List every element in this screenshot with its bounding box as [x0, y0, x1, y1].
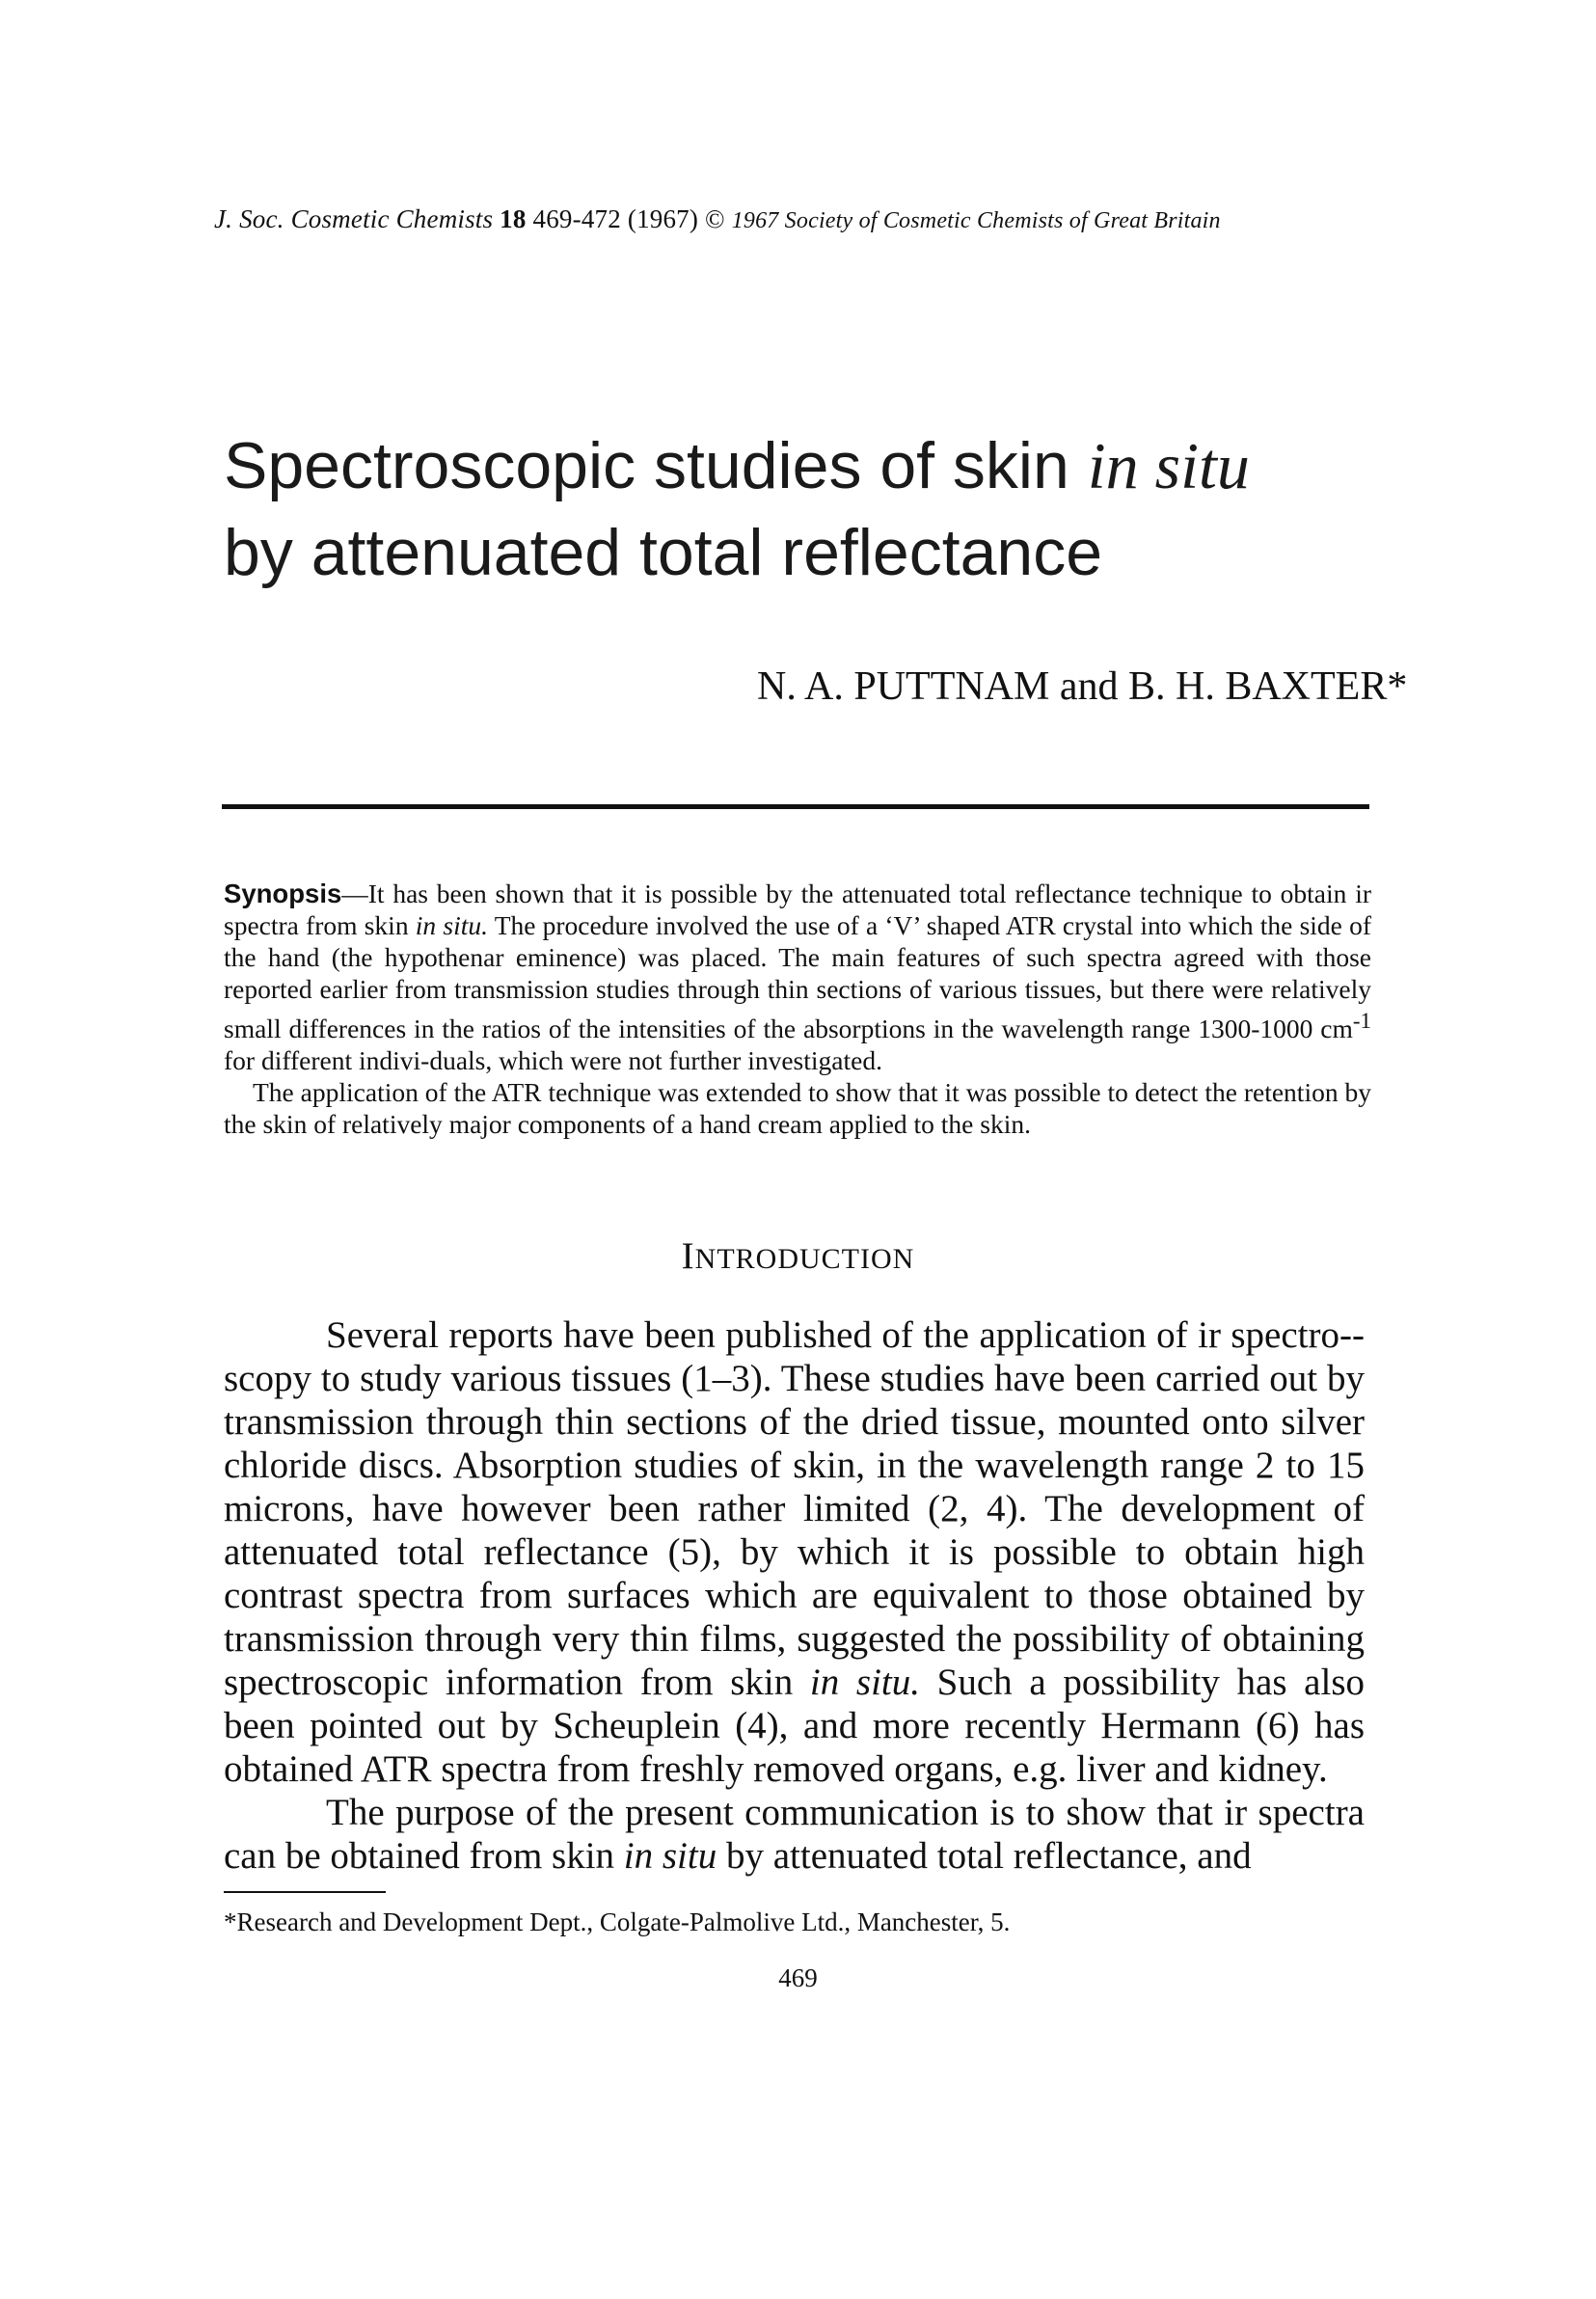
copyright-icon: ©	[705, 204, 725, 233]
synopsis	[224, 878, 1371, 1140]
copyright-text: 1967 Society of Cosmetic Chemists of Great Britain	[731, 208, 1221, 233]
synopsis-paragraph-1	[224, 878, 1371, 1076]
title-in-situ: in situ	[1087, 429, 1250, 502]
article-title	[224, 422, 1429, 596]
body-text-run: Such a possibility has also been pointed out by Scheuplein (4), and more recently Hermann (6) has obtained ATR spectra from freshly removed organs, e.g. liver and kidney.	[224, 1662, 1366, 1790]
authors: N. A. PUTTNAM and B. H. BAXTER*	[757, 664, 1408, 709]
synopsis-in-situ: in situ.	[415, 910, 488, 940]
page-number: 469	[778, 1963, 818, 1992]
journal-name: J. Soc. Cosmetic Chemists	[214, 204, 494, 233]
body-in-situ: in situ.	[809, 1662, 920, 1703]
body-paragraph-1	[224, 1313, 1365, 1791]
synopsis-text: for different indivi-duals, which were not further investigated.	[224, 1045, 882, 1076]
journal-header	[214, 204, 1400, 234]
heading-initial: I	[681, 1235, 695, 1277]
journal-pages-year: 469-472 (1967)	[532, 204, 699, 233]
synopsis-text: The procedure involved the use of a ‘V’ shaped ATR crystal into which the side of the hand (the hypothenar eminence) was placed. The main features of such spectra agreed with those reported earlier from transmission studies through thin sections of various tissues, but there were relatively small differences in the ratios of the intensities of the absorptions in the wavelength range 1300-1000 cm	[224, 910, 1371, 1044]
title-line2: by attenuated total reflectance	[224, 516, 1103, 589]
footnote-divider	[224, 1891, 386, 1893]
synopsis-paragraph-2: The application of the ATR technique was extended to show that it was possible to detect the retention by the skin of relatively major components of a hand cream applied to the skin.	[224, 1077, 1371, 1140]
body-text	[224, 1313, 1365, 1878]
body-text-run: Several reports have been published of the application of ir spectro-scopy to study various tissues (1–3). These studies have been carried out by transmission through thin sections of the dried tissue, mounted onto silver chloride discs. Absorption studies of skin, in the wavelength range 2 to 15 microns, have however been rather limited (2, 4). The development of attenuated total reflectance (5), by which it is possible to obtain high contrast spectra from surfaces which are equivalent to those obtained by transmission through very thin films, suggested the possibility of obtaining spectroscopic information from skin	[224, 1314, 1365, 1703]
title-line1: Spectroscopic studies of skin	[224, 429, 1069, 502]
heading-rest: NTRODUCTION	[694, 1243, 915, 1275]
body-paragraph-2	[224, 1791, 1365, 1878]
body-in-situ: in situ	[623, 1835, 717, 1877]
footnote: *Research and Development Dept., Colgate-Palmolive Ltd., Manchester, 5.	[224, 1907, 1011, 1936]
section-heading-introduction	[0, 1234, 1596, 1278]
synopsis-superscript: -1	[1352, 1009, 1371, 1033]
journal-volume: 18	[500, 204, 527, 233]
synopsis-text: —It has been shown that it is possible by the attenuated total reflectance technique to obtain ir spectra from skin	[224, 879, 1371, 940]
body-text-run: by attenuated total reflectance, and	[725, 1835, 1252, 1877]
title-divider	[222, 804, 1369, 809]
synopsis-label: Synopsis	[224, 879, 342, 908]
body-text-run: The purpose of the present communication is to show that ir spectra can be obtained from skin	[224, 1792, 1365, 1877]
